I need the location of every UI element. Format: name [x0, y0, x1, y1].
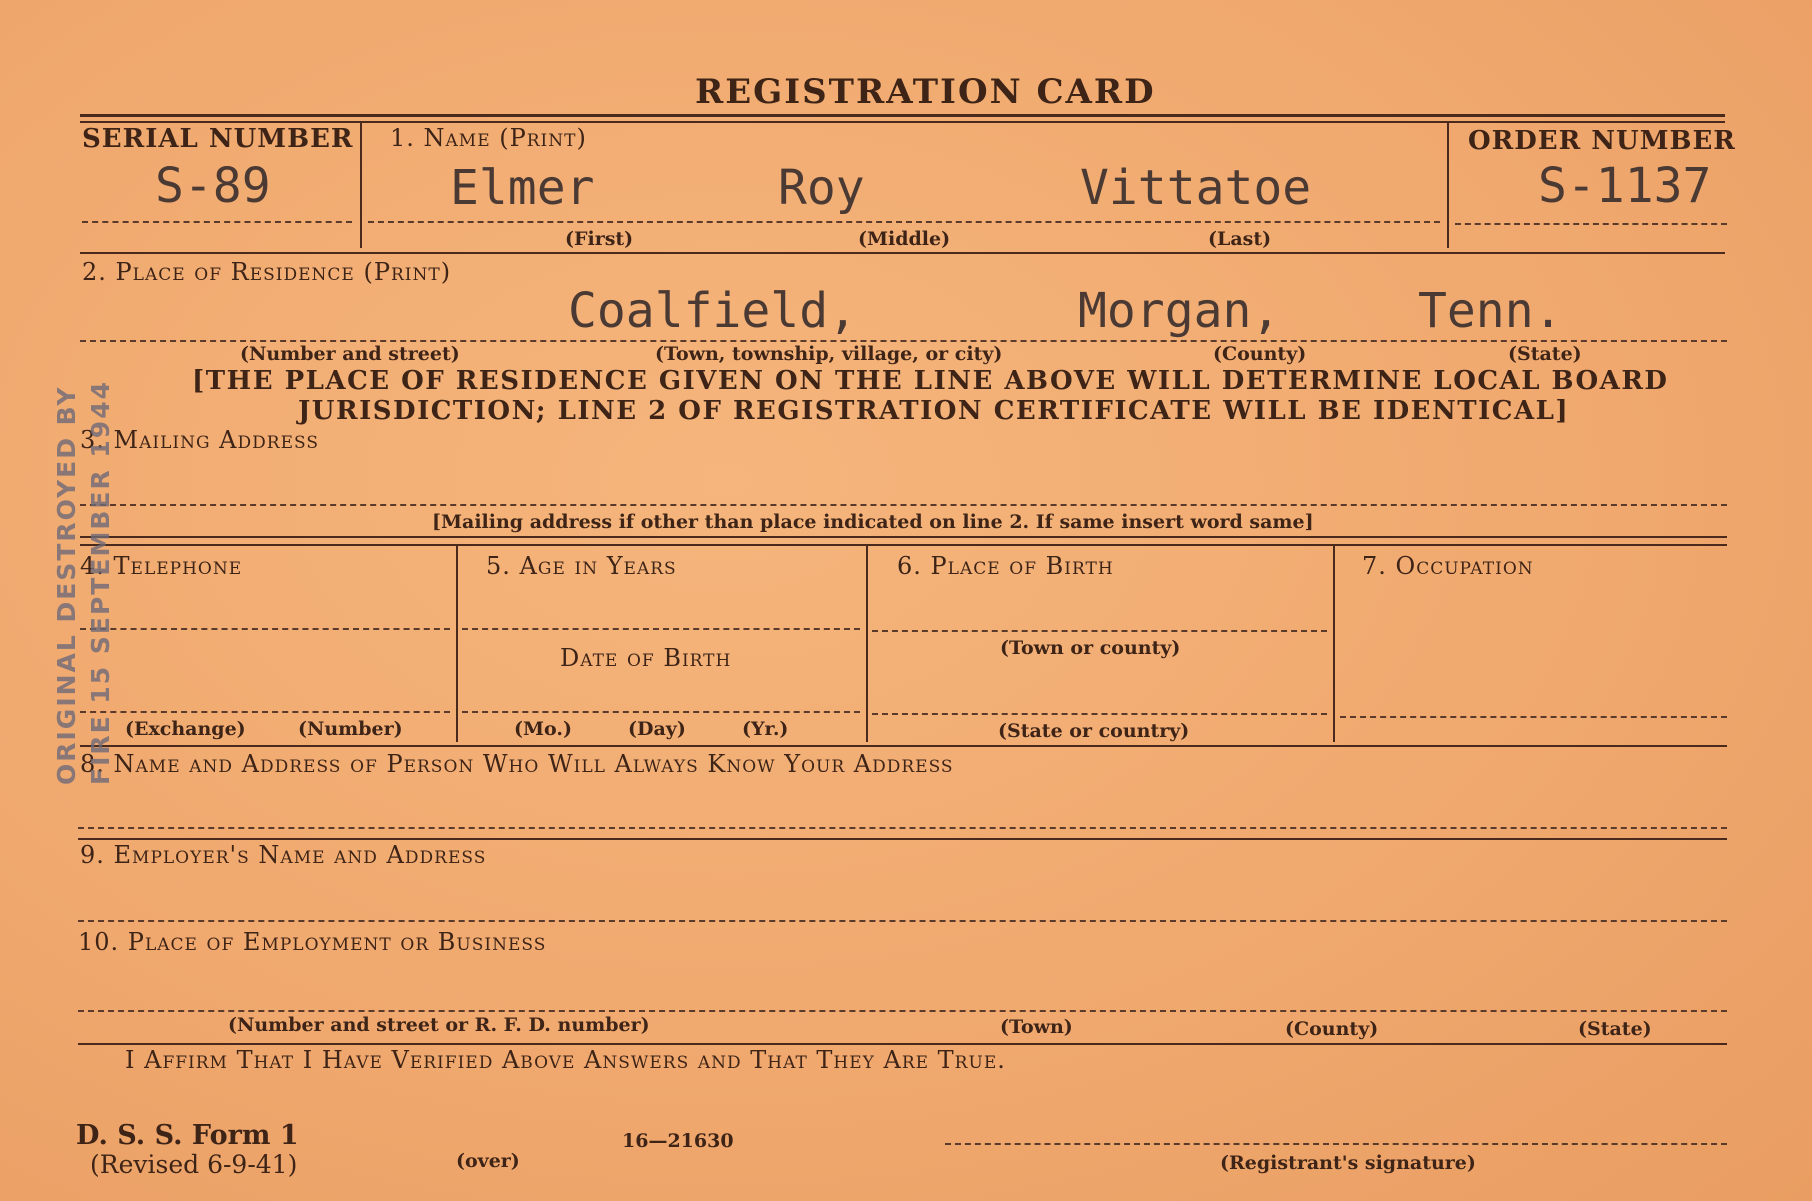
number-caption: (Number)	[298, 718, 403, 740]
order-number-value: S-1137	[1538, 158, 1712, 214]
top-rule	[80, 114, 1725, 117]
birthplace-line-1	[872, 630, 1327, 632]
age-label: 5. Age in Years	[486, 552, 677, 580]
form-over: (over)	[456, 1150, 520, 1172]
row4-divider-3	[1333, 546, 1335, 742]
employment-town-caption: (Town)	[1000, 1016, 1073, 1038]
row4-divider-1	[456, 546, 458, 742]
serial-number-value: S-89	[155, 158, 271, 214]
residence-county-caption: (County)	[1213, 343, 1307, 365]
birthplace-line-2	[872, 713, 1327, 715]
year-caption: (Yr.)	[742, 718, 789, 740]
affirmation: I Affirm That I Have Verified Above Answers and That They Are True.	[125, 1046, 1006, 1074]
employer-line	[78, 920, 1727, 922]
destroyed-stamp-line-1: ORIGINAL DESTROYED BY	[52, 385, 81, 785]
residence-state-caption: (State)	[1508, 343, 1582, 365]
mailing-line	[80, 504, 1727, 506]
residence-state: Tenn.	[1418, 283, 1563, 339]
exchange-caption: (Exchange)	[125, 718, 246, 740]
signature-caption: (Registrant's signature)	[1220, 1152, 1476, 1174]
employment-street-caption: (Number and street or R. F. D. number)	[228, 1014, 650, 1036]
contact-line	[78, 827, 1727, 829]
employer-label: 9. Employer's Name and Address	[80, 841, 487, 869]
contact-bottom-rule	[78, 838, 1727, 840]
mailing-caption: [Mailing address if other than place indicated on line 2. If same insert word same]	[432, 511, 1314, 533]
row1-divider-left	[360, 122, 362, 248]
first-name: Elmer	[450, 160, 595, 216]
last-name: Vittatoe	[1080, 160, 1312, 216]
middle-name: Roy	[778, 160, 865, 216]
employment-bottom-rule	[78, 1043, 1727, 1045]
residence-town-caption: (Town, township, village, or city)	[655, 343, 1003, 365]
birthplace-label: 6. Place of Birth	[897, 552, 1114, 580]
form-revised: (Revised 6-9-41)	[90, 1150, 298, 1179]
form-code: 16—21630	[622, 1130, 734, 1152]
row4-bottom-rule	[80, 745, 1727, 747]
birthplace-town-caption: (Town or county)	[1000, 637, 1181, 659]
age-line	[462, 628, 860, 630]
destroyed-stamp-line-2: FIRE 15 SEPTEMBER 1944	[86, 380, 115, 785]
occupation-label: 7. Occupation	[1362, 552, 1534, 580]
serial-number-label: SERIAL NUMBER	[82, 124, 354, 154]
last-caption: (Last)	[1208, 228, 1272, 250]
employment-label: 10. Place of Employment or Business	[78, 928, 547, 956]
row3-bottom-rule-2	[80, 544, 1727, 546]
residence-line	[80, 340, 1727, 342]
residence-town: Coalfield,	[568, 283, 857, 339]
signature-line	[945, 1143, 1727, 1145]
name-line	[368, 221, 1440, 223]
employment-line	[78, 1010, 1727, 1012]
employment-state-caption: (State)	[1578, 1018, 1652, 1040]
residence-street-caption: (Number and street)	[240, 343, 460, 365]
serial-number-line	[82, 221, 352, 223]
day-caption: (Day)	[628, 718, 686, 740]
residence-label: 2. Place of Residence (Print)	[82, 258, 452, 286]
row4-divider-2	[866, 546, 868, 742]
notice-line-2: JURISDICTION; LINE 2 OF REGISTRATION CERTIFICATE WILL BE IDENTICAL]	[298, 396, 1570, 426]
top-rule-inner	[80, 121, 1725, 123]
employment-county-caption: (County)	[1285, 1018, 1379, 1040]
form-name: D. S. S. Form 1	[76, 1120, 299, 1151]
occupation-line	[1340, 716, 1727, 718]
first-caption: (First)	[565, 228, 634, 250]
row3-bottom-rule	[80, 536, 1727, 538]
order-number-line	[1455, 223, 1727, 225]
notice-line-1: [THE PLACE OF RESIDENCE GIVEN ON THE LINE ABOVE WILL DETERMINE LOCAL BOARD	[192, 366, 1669, 396]
residence-county: Morgan,	[1078, 283, 1281, 339]
month-caption: (Mo.)	[514, 718, 572, 740]
birthplace-state-caption: (State or country)	[998, 720, 1190, 742]
name-label: 1. Name (Print)	[390, 124, 587, 152]
contact-label: 8. Name and Address of Person Who Will Always Know Your Address	[80, 750, 954, 778]
card-title: REGISTRATION CARD	[695, 72, 1156, 112]
telephone-line-1	[80, 628, 450, 630]
dob-label: Date of Birth	[560, 644, 732, 672]
order-number-label: ORDER NUMBER	[1468, 126, 1736, 156]
row1-divider-right	[1447, 122, 1449, 248]
row1-bottom-rule	[80, 252, 1725, 254]
telephone-label: 4. Telephone	[80, 552, 243, 580]
dob-line	[462, 711, 860, 713]
mailing-label: 3. Mailing Address	[80, 426, 319, 454]
telephone-line-2	[80, 711, 450, 713]
middle-caption: (Middle)	[858, 228, 951, 250]
